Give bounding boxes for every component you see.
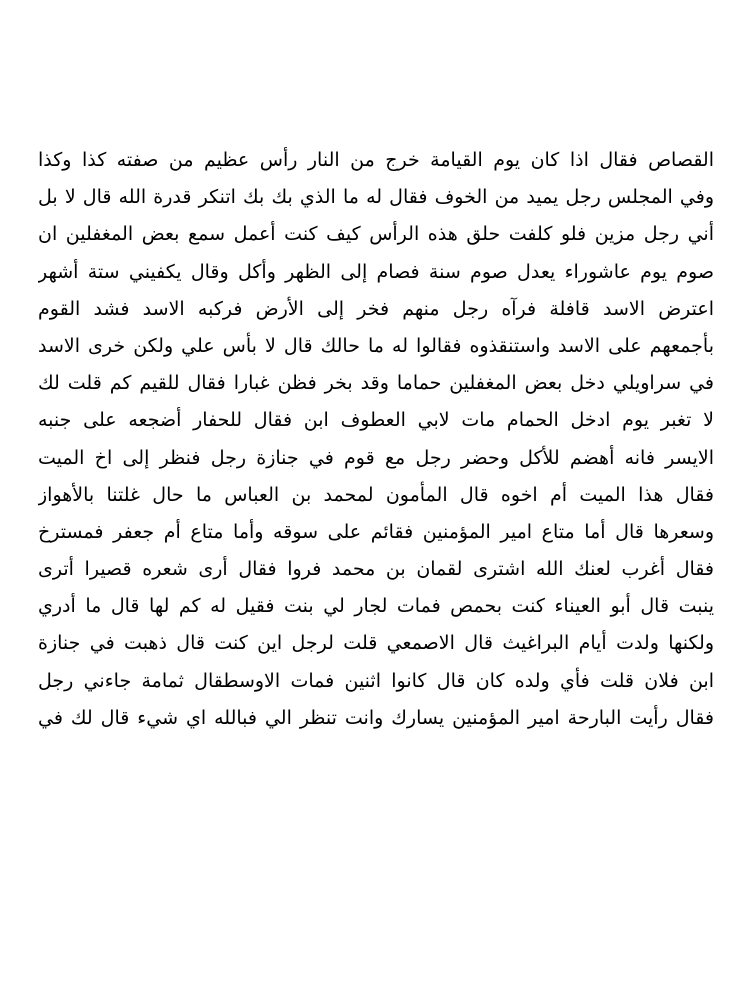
text-line: فقال رأيت البارحة امير المؤمنين يسارك وانت تنظر الي فبالله اي شيء قال لك في <box>38 706 714 729</box>
text-line: لا تغبر يوم ادخل الحمام مات لابي العطوف ابن فقال للحفار أضجعه على جنبه <box>38 409 714 432</box>
text-line: فقال أغرب لعنك الله اشترى لقمان بن محمد فروا فقال أرى شعره قصيرا أترى <box>38 558 714 581</box>
text-line: فقال هذا الميت أم اخوه قال المأمون لمحمد بن العباس ما حال غلتنا بالأهواز <box>38 483 714 506</box>
text-line: وفي المجلس رجل يميد من الخوف فقال له ما الذي بك بك اتنكر قدرة الله قال لا بل <box>38 186 714 209</box>
text-line: وسعرها قال أما متاع امير المؤمنين فقائم على سوقه وأما متاع أم جعفر فمسترخ <box>38 520 714 543</box>
text-line: ابن فلان قلت فأي ولده كان قال كانوا اثنين فمات الاوسطقال ثمامة جاءني رجل <box>38 669 714 692</box>
text-line: أني رجل مزين فلو كلفت حلق هذه الرأس كيف كنت أعمل سمع بعض المغفلين ان <box>38 223 714 246</box>
text-line: ولكنها ولدت أيام البراغيث قال الاصمعي قلت لرجل اين كنت قال ذهبت في جنازة <box>38 632 714 655</box>
text-line: بأجمعهم على الاسد واستنقذوه فقالوا له ما حالك قال لا بأس علي ولكن خرى الاسد <box>38 334 714 357</box>
text-line: صوم يوم عاشوراء يعدل صوم سنة فصام إلى الظهر وأكل وقال يكفيني ستة أشهر <box>38 260 714 283</box>
text-line: اعترض الاسد قافلة فرآه رجل منهم فخر إلى الأرض فركبه الاسد فشد القوم <box>38 297 714 320</box>
text-line: الايسر فانه أهضم للأكل وحضر رجل مع قوم في جنازة رجل فنظر إلى اخ الميت <box>38 446 714 469</box>
body-text <box>38 142 714 737</box>
text-line: القصاص فقال اذا كان يوم القيامة خرج من النار رأس عظيم من صفته كذا وكذا <box>38 149 714 171</box>
text-line: في سراويلي دخل بعض المغفلين حماما وقد بخر فظن غبارا فقال للقيم كم قلت لك <box>38 372 714 395</box>
text-line: ينبت قال أبو العيناء كنت بحمص فمات لجار لي بنت فقيل له كم لها قال ما أدري <box>38 595 714 618</box>
